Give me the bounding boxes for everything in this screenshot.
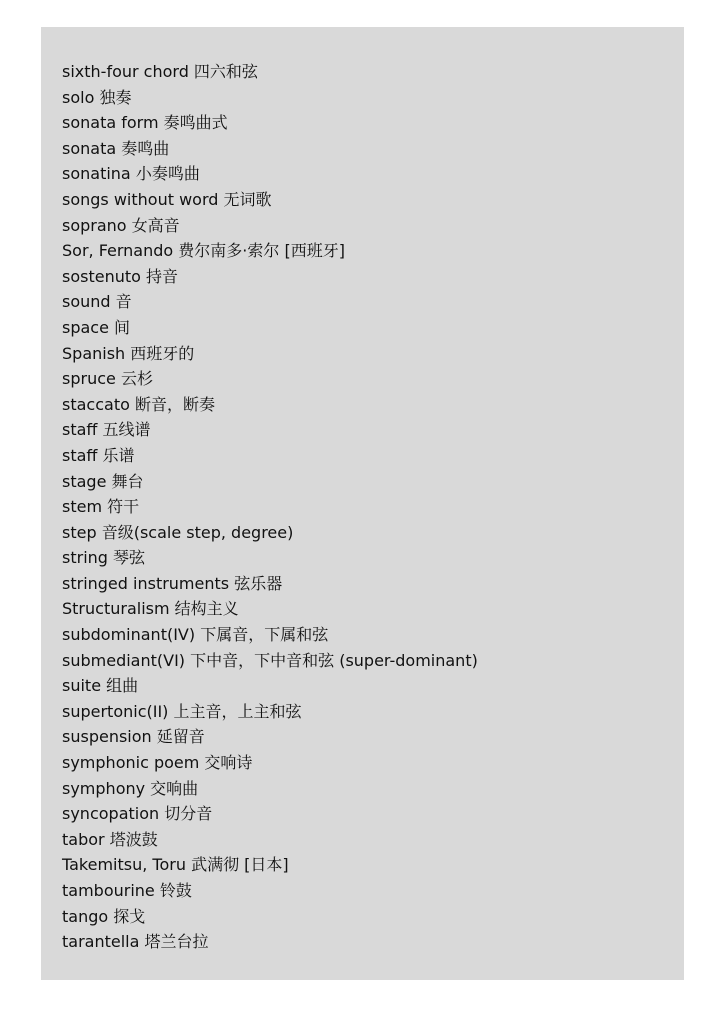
glossary-entry: sostenuto 持音 <box>62 266 179 286</box>
glossary-entry: staff 五线谱 <box>62 420 151 440</box>
glossary-entry: sonata form 奏鸣曲式 <box>62 113 228 133</box>
glossary-entry: Takemitsu, Toru 武满彻 [日本] <box>62 855 289 875</box>
glossary-entry: stringed instruments 弦乐器 <box>62 573 283 593</box>
glossary-entry: tango 探戈 <box>62 906 146 926</box>
glossary-entry: Sor, Fernando 费尔南多·索尔 [西班牙] <box>62 241 345 261</box>
glossary-entry: submediant(VI) 下中音，下中音和弦 (super-dominant) <box>62 650 478 670</box>
glossary-entry: stage 舞台 <box>62 471 144 491</box>
glossary-entry: symphony 交响曲 <box>62 778 199 798</box>
glossary-entry: soprano 女高音 <box>62 215 180 235</box>
glossary-entry: sound 音 <box>62 292 132 312</box>
glossary-entry: suite 组曲 <box>62 676 139 696</box>
glossary-list <box>62 59 478 955</box>
glossary-entry: subdominant(IV) 下属音，下属和弦 <box>62 625 329 645</box>
glossary-entry: step 音级(scale step, degree) <box>62 522 294 542</box>
glossary-entry: suspension 延留音 <box>62 727 205 747</box>
glossary-entry: Spanish 西班牙的 <box>62 343 195 363</box>
glossary-entry: space 间 <box>62 317 131 337</box>
glossary-entry: staccato 断音，断奏 <box>62 394 215 414</box>
glossary-entry: Structuralism 结构主义 <box>62 599 239 619</box>
glossary-entry: solo 独奏 <box>62 87 132 107</box>
glossary-entry: tabor 塔波鼓 <box>62 829 158 849</box>
glossary-entry: staff 乐谱 <box>62 445 135 465</box>
glossary-entry: syncopation 切分音 <box>62 804 213 824</box>
glossary-entry: tarantella 塔兰台拉 <box>62 932 209 952</box>
glossary-entry: sonatina 小奏鸣曲 <box>62 164 200 184</box>
glossary-panel <box>41 27 684 980</box>
glossary-entry: sixth-four chord 四六和弦 <box>62 62 258 81</box>
glossary-entry: songs without word 无词歌 <box>62 189 272 209</box>
glossary-entry: spruce 云杉 <box>62 369 153 389</box>
glossary-entry: sonata 奏鸣曲 <box>62 138 170 158</box>
glossary-entry: symphonic poem 交响诗 <box>62 753 253 773</box>
glossary-entry: string 琴弦 <box>62 548 146 568</box>
glossary-entry: supertonic(II) 上主音，上主和弦 <box>62 701 302 721</box>
glossary-entry: stem 符干 <box>62 497 140 517</box>
glossary-entry: tambourine 铃鼓 <box>62 881 192 900</box>
